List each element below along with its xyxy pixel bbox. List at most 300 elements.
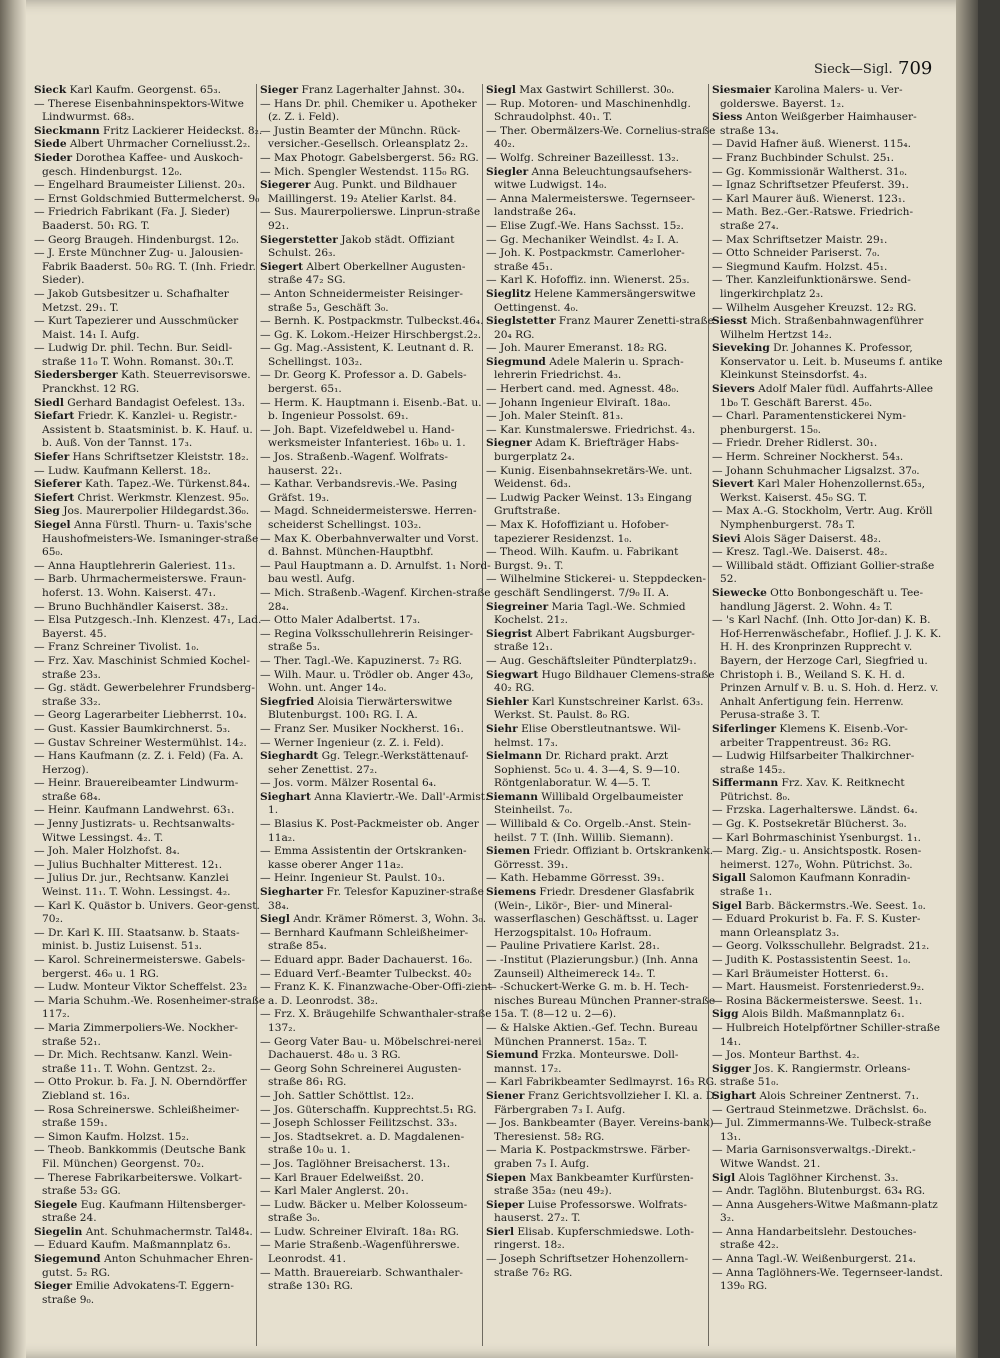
entry-text: — & Halske Aktien.-Gef. Techn. Bureau München Prannerst. 15a₂. T. [486, 1021, 698, 1048]
directory-entry [260, 845, 492, 872]
directory-entry [34, 859, 266, 873]
directory-entry [260, 954, 492, 968]
entry-text: — Ther. Kanzleifunktionärswe. Send-lingerkirchplatz 2₃. [712, 274, 911, 300]
entry-text: — Karl Fabrikbeamter Sedlmayrst. 16₃ RG. [486, 1076, 718, 1089]
entry-surname: Siewecke [712, 586, 767, 599]
directory-entry [712, 995, 944, 1009]
directory-entry [712, 451, 944, 465]
entry-text: Otto Bonbongeschäft u. Tee-handlung Jägerst. 2. Wohn. 4₂ T. [720, 586, 924, 613]
entry-text: — Barb. Uhrmachermeisterswe. Fraun-hoferst. 13. Wohn. Kaiserst. 47₁. [34, 573, 247, 599]
directory-entry [34, 737, 266, 751]
directory-entry [34, 478, 266, 492]
directory-entry [486, 845, 718, 872]
entry-text: Klemens K. Eisenb.-Vor-arbeiter Trappentreust. 36₂ RG. [720, 722, 908, 749]
directory-entry [260, 261, 492, 288]
entry-surname: Siefert [34, 491, 75, 504]
directory-entry [260, 669, 492, 696]
entry-text: — Engelhard Braumeister Lilienst. 20₃. [34, 179, 246, 192]
directory-entry [260, 369, 492, 396]
entry-text: — Eduard appr. Bader Dachauerst. 16₀. [260, 954, 473, 966]
directory-entry [712, 315, 944, 342]
entry-text: — Anna Malermeisterswe. Tegernseer-landstraße 26₄. [486, 192, 696, 219]
directory-entry [260, 1185, 492, 1199]
directory-entry [34, 777, 266, 804]
directory-entry [260, 791, 492, 818]
directory-column-3 [486, 84, 718, 1344]
entry-text: Jos. Maurerpolier Hildegardst.36₀. [59, 505, 250, 518]
directory-entry [712, 342, 944, 383]
entry-text: — Anna Tagl.-W. Weißenburgerst. 21₄. [712, 1253, 916, 1266]
directory-entry [486, 1076, 718, 1090]
entry-surname: Siegwart [486, 668, 539, 681]
entry-text: — Ludw. Monteur Viktor Scheffelst. 23₂ [34, 981, 247, 994]
directory-entry [486, 519, 718, 546]
entry-text: — Max K. Hofoffiziant u. Hofober-tapezierer Residenzst. 1₀. [486, 519, 669, 545]
directory-entry [260, 723, 492, 737]
entry-surname: Sieghardt [260, 750, 319, 763]
entry-text: — Friedr. Dreher Ridlerst. 30₁. [712, 437, 878, 450]
entry-surname: Siegel [34, 519, 71, 531]
entry-text: — Max Schriftsetzer Maistr. 29₁. [712, 233, 888, 246]
entry-text: — Wolfg. Schreiner Bazeillesst. 13₂. [486, 151, 679, 164]
entry-text: — Max A.-G. Stockholm, Vertr. Aug. Kröll Nymphenburgerst. 78₃ T. [712, 505, 933, 531]
entry-surname: Siferlinger [712, 722, 777, 735]
entry-surname: Siehler [486, 695, 529, 708]
entry-text: — Eduard Prokurist b. Fa. F. S. Kuster-mann Orleansplatz 3₃. [712, 913, 921, 939]
entry-text: — Friedrich Fabrikant (Fa. J. Sieder) Baaderst. 50₁ RG. T. [34, 206, 230, 232]
entry-text: — Mich. Straßenb.-Wagenf. Kirchen-straße 28₄. [260, 586, 491, 613]
entry-surname: Siemen [486, 845, 531, 858]
directory-entry [34, 1172, 266, 1199]
entry-text: — Aug. Geschäftsleiter Pündterplatz9₁. [486, 654, 697, 667]
entry-text: — Emma Assistentin der Ortskranken-kasse oberer Anger 11a₂. [260, 845, 467, 871]
directory-entry [486, 750, 718, 791]
directory-entry [260, 818, 492, 845]
directory-entry [486, 1022, 718, 1049]
directory-entry [260, 451, 492, 478]
directory-entry [34, 573, 266, 600]
directory-entry [260, 1036, 492, 1063]
directory-entry [486, 288, 718, 315]
entry-surname: Siegharter [260, 886, 324, 899]
directory-column-2 [260, 84, 492, 1344]
directory-entry [260, 614, 492, 628]
directory-entry [712, 1199, 944, 1226]
entry-surname: Sieck [34, 84, 67, 96]
directory-entry [260, 478, 492, 505]
entry-surname: Siedersberger [34, 369, 118, 382]
directory-entry [486, 655, 718, 669]
directory-entry [486, 492, 718, 519]
directory-entry [260, 1063, 492, 1090]
entry-text: — Eduard Kaufm. Maßmannplatz 6₃. [34, 1239, 231, 1252]
directory-entry [712, 383, 944, 410]
directory-entry [34, 397, 266, 411]
directory-entry [712, 1226, 944, 1253]
directory-entry [34, 492, 266, 506]
directory-entry [34, 519, 266, 560]
entry-surname: Sigall [712, 872, 746, 885]
directory-entry [712, 274, 944, 301]
directory-entry [34, 451, 266, 465]
entry-surname: Sigel [712, 899, 742, 912]
entry-surname: Siegreiner [486, 600, 549, 613]
entry-text: Barb. Bäckermstrs.-We. Seest. 1₀. [741, 899, 926, 912]
directory-entry [34, 315, 266, 342]
entry-text: Salomon Kaufmann Konradin-straße 1₁. [720, 872, 911, 899]
entry-text: — Math. Bez.-Ger.-Ratswe. Friedrich-straße 27₄. [712, 206, 914, 232]
entry-text: — Matth. Brauereiarb. Schwanthaler-straße 130₁ RG. [260, 1266, 463, 1293]
entry-surname: Siedl [34, 396, 64, 409]
entry-surname: Siemens [486, 886, 537, 899]
entry-text: — Wilhelmine Stickerei- u. Steppdecken-geschäft Sendlingerst. 7/9₀ II. A. [486, 573, 706, 599]
entry-text: — Julius Dr. jur., Rechtsanw. Kanzlei Weinst. 11₁. T. Wohn. Lessingst. 4₂. [34, 872, 231, 899]
directory-entry [712, 587, 944, 614]
directory-entry [34, 84, 266, 98]
entry-text: — Gg. städt. Gewerbelehrer Frundsberg-straße 33₂. [34, 682, 255, 708]
directory-entry [34, 709, 266, 723]
entry-text: — Bernh. K. Postpackmstr. Tulbeckst.46₄. [260, 315, 484, 328]
directory-entry [34, 342, 266, 369]
entry-text: Andr. Krämer Römerst. 3, Wohn. 3₀. [289, 913, 487, 926]
directory-entry [34, 1144, 266, 1171]
entry-text: Gerhard Bandagist Oefelest. 13₃. [63, 396, 245, 409]
directory-entry [486, 601, 718, 628]
entry-surname: Sievi [712, 532, 741, 545]
directory-entry [486, 383, 718, 397]
entry-text: — Frz. Xav. Maschinist Schmied Kochel-straße 23₃. [34, 654, 250, 681]
directory-entry [34, 125, 266, 139]
directory-entry [712, 410, 944, 437]
entry-text: — Kar. Kunstmalerswe. Friedrichst. 4₃. [486, 423, 696, 436]
directory-entry [712, 968, 944, 982]
entry-text: Anton Weißgerber Haimhauser-straße 13₄. [720, 111, 917, 137]
entry-text: Max Gastwirt Schillerst. 30₀. [515, 84, 675, 96]
entry-text: Kath. Tapez.-We. Türkenst.84₄. [81, 478, 251, 491]
entry-text: — Andr. Taglöhn. Blutenburgst. 63₄ RG. [712, 1185, 926, 1198]
entry-text: — 's Karl Nachf. (Inh. Otto Jor-dan) K. B. Hof-Herrenwäschefabr., Hoflief. J. J. K. K. H. H. des Kronprinzen Rupprecht v. Bayern, der Herzoge Carl, Siegfried u. Christoph i. B., Weiland S. K. H. d. Prinzen Arnulf v. B. u. S. Hoh. d. Herz. v. Anhalt Anfertigung fein. Herrenw. Perusa-straße 3. T. [712, 614, 942, 722]
entry-text: Adam K. Briefträger Habs-burgerplatz 2₄. [494, 437, 679, 464]
entry-surname: Sievers [712, 383, 755, 396]
entry-text: — Georg. Volksschullehr. Belgradst. 21₂. [712, 940, 930, 953]
directory-entry [34, 655, 266, 682]
directory-entry [712, 111, 944, 138]
entry-text: — Marie Straßenb.-Wagenführerswe. Leonrodst. 41. [260, 1239, 460, 1266]
directory-entry [712, 1117, 944, 1144]
entry-text: Fritz Lackierer Heideckst. 8₂. [99, 124, 263, 137]
directory-entry [260, 1172, 492, 1186]
directory-entry [486, 234, 718, 248]
entry-text: — Kresz. Tagl.-We. Daiserst. 48₂. [712, 546, 888, 559]
directory-entry [712, 302, 944, 316]
entry-text: Kath. Steuerrevisorswe. Pranckhst. 12 RG. [42, 369, 251, 396]
entry-text: — Willibald städt. Offiziant Gollier-straße 52. [712, 559, 935, 586]
entry-text: Albert Uhrmacher Corneliusst.2₂. [66, 138, 251, 151]
entry-text: — Joseph Schlosser Feilitzschst. 33₃. [260, 1117, 458, 1130]
directory-entry [712, 614, 944, 723]
directory-entry [486, 1049, 718, 1076]
directory-entry [260, 750, 492, 777]
entry-text: — Justin Beamter der Münchn. Rück-versicher.-Gesellsch. Orleansplatz 2₂. [260, 124, 469, 151]
directory-entry [712, 1172, 944, 1186]
entry-text: — Georg Sohn Schreinerei Augusten-straße 86₁ RG. [260, 1062, 462, 1089]
entry-text: — Wilhelm Ausgeher Kreuzst. 12₂ RG. [712, 301, 917, 314]
entry-text: — Blasius K. Post-Packmeister ob. Anger 11a₂. [260, 818, 479, 844]
directory-entry [712, 1267, 944, 1294]
directory-entry [34, 1022, 266, 1049]
directory-entry [34, 995, 266, 1022]
directory-entry [712, 152, 944, 166]
directory-entry [712, 981, 944, 995]
entry-text: — -Schuckert-Werke G. m. b. H. Tech-nisches Bureau München Pranner-straße 15a. T. (8—12 u. 2—6). [486, 981, 716, 1021]
directory-entry [34, 723, 266, 737]
directory-entry [34, 206, 266, 233]
entry-text: — Ludwig Dr. phil. Techn. Bur. Seidl-straße 11₀ T. Wohn. Romanst. 30₁.T. [34, 342, 234, 368]
entry-text: — Ludwig Packer Weinst. 13₃ Eingang Gruftstraße. [486, 491, 692, 518]
entry-text: — Jos. Güterschaffn. Kupprechtst.5₁ RG. [260, 1103, 477, 1116]
entry-surname: Siegmund [486, 355, 546, 368]
entry-text: — Dr. Mich. Rechtsanw. Kanzl. Wein-straße 11₁. T. Wohn. Gentzst. 2₂. [34, 1049, 233, 1075]
entry-text: — Johann Schuhmacher Ligsalzst. 37₀. [712, 464, 920, 477]
directory-entry [260, 342, 492, 369]
entry-surname: Sieferer [34, 478, 82, 491]
directory-entry [712, 1104, 944, 1118]
entry-text: — Hans Dr. phil. Chemiker u. Apotheker (z. Z. i. Feld). [260, 97, 477, 124]
entry-text: — Kurt Tapezierer und Ausschmücker Maist. 14₁ I. Aufg. [34, 315, 239, 341]
directory-entry [260, 737, 492, 751]
entry-surname: Siede [34, 138, 67, 151]
entry-text: — Frz. X. Bräugehilfe Schwanthaler-straße 137₂. [260, 1008, 492, 1034]
page-header [800, 58, 950, 80]
directory-entry [486, 872, 718, 886]
directory-entry [712, 1253, 944, 1267]
entry-text: — Anna Handarbeitslehr. Destouches-straße 42₂. [712, 1225, 917, 1252]
directory-entry [486, 940, 718, 954]
entry-text: — Ludwig Hilfsarbeiter Thalkirchner-straße 145₂. [712, 750, 915, 776]
entry-text: — Karl K. Quästor b. Univers. Geor-genst. 70₂. [34, 899, 260, 926]
entry-text: — Anton Schneidermeister Reisinger-straße 5₃, Geschäft 3₀. [260, 287, 463, 314]
entry-text: Jos. K. Rangiermstr. Orleans-straße 51₀. [720, 1062, 911, 1089]
entry-text: — Gg. K. Lokom.-Heizer Hirschbergst.2₂. [260, 328, 482, 341]
entry-text: Maria Tagl.-We. Schmied Kochelst. 21₂. [494, 600, 686, 627]
entry-text: — Ernst Goldschmied Buttermelcherst. 9₀ [34, 192, 260, 205]
entry-surname: Sieder [34, 151, 73, 164]
directory-entry [34, 981, 266, 995]
entry-text: — Joh. Maler Steinſt. 81₃. [486, 410, 624, 423]
directory-entry [34, 193, 266, 207]
entry-text: — Anna Hauptlehrerin Galeriest. 11₃. [34, 559, 236, 572]
directory-entry [34, 247, 266, 288]
entry-text: — Anna Taglöhners-We. Tegernseer-landst. 139₀ RG. [712, 1266, 943, 1293]
entry-text: Helene Kammersängerswitwe Oettingenst. 4₀. [494, 287, 696, 314]
directory-entry [712, 505, 944, 532]
directory-entry [34, 138, 266, 152]
directory-entry [486, 696, 718, 723]
entry-text: Gg. Telegr.-Werkstättenauf-seher Zenettist. 27₂. [268, 750, 469, 776]
directory-entry [486, 125, 718, 152]
entry-text: Friedr. Offiziant b. Ortskrankenk. Görresst. 39₁. [494, 845, 714, 871]
directory-entry [260, 329, 492, 343]
entry-text: Karl Kaufm. Georgenst. 65₃. [66, 84, 221, 96]
directory-entry [712, 193, 944, 207]
entry-text: — Georg Lagerarbeiter Liebherrst. 10₄. [34, 709, 247, 722]
entry-text: — Eduard Verf.-Beamter Tulbeckst. 40₂ [260, 967, 472, 980]
directory-entry [712, 1008, 944, 1022]
directory-entry [34, 954, 266, 981]
directory-column-1 [34, 84, 266, 1344]
binding-gutter-left [0, 0, 26, 1358]
directory-entry [34, 818, 266, 845]
directory-entry [260, 927, 492, 954]
directory-entry [486, 220, 718, 234]
entry-text: Luise Professorswe. Wolfrats-hauserst. 27₂. T. [494, 1198, 687, 1225]
directory-entry [260, 166, 492, 180]
directory-entry [260, 179, 492, 206]
entry-text: — Ludw. Kaufmann Kellerst. 18₂. [34, 464, 212, 477]
entry-text: — -Institut (Plazierungsbur.) (Inh. Anna Zaunseil) Altheimereck 14₂. T. [486, 954, 699, 980]
directory-entry [486, 274, 718, 288]
directory-entry [486, 315, 718, 342]
directory-entry [260, 968, 492, 982]
entry-text: — Franz K. K. Finanzwache-Ober-Offi-zient a. D. Leonrodst. 38₂. [260, 981, 492, 1007]
entry-text: — Pauline Privatiere Karlst. 28₁. [486, 940, 660, 953]
entry-text: — Otto Maler Adalbertst. 17₃. [260, 614, 421, 627]
directory-entry [712, 804, 944, 818]
directory-entry [260, 886, 492, 913]
directory-entry [260, 533, 492, 560]
entry-text: Mich. Straßenbahnwagenführer Wilhelm Hertzst 14₂. [720, 315, 924, 341]
entry-text: — Heinr. Brauereibeamter Lindwurm-straße 68₄. [34, 777, 239, 803]
directory-entry [260, 872, 492, 886]
directory-entry [260, 84, 492, 98]
entry-text: — Georg Braugeh. Hindenburgst. 12₀. [34, 233, 240, 246]
entry-text: Hans Schriftsetzer Kleiststr. 18₂. [69, 451, 249, 464]
entry-text: Alois Taglöhner Kirchenst. 3₃. [735, 1171, 899, 1184]
entry-text: — Rup. Motoren- und Maschinenhdlg. Schraudolphst. 40₁. T. [486, 97, 691, 124]
entry-text: — Rosa Schreinerswe. Schleißheimer-straße 159₁. [34, 1103, 240, 1130]
entry-surname: Siegemund [34, 1253, 101, 1266]
entry-surname: Sigg [712, 1008, 739, 1021]
entry-text: Willibald Orgelbaumeister Steinheilst. 7₀. [494, 790, 684, 817]
entry-text: — Bernhard Kaufmann Schleißheimer-straße 85₄. [260, 926, 469, 953]
entry-text: — Karl Bohrmaschinist Ysenburgst. 1₁. [712, 831, 922, 844]
directory-entry [260, 696, 492, 723]
entry-text: — Karl Brauer Edelweißst. 20. [260, 1171, 424, 1184]
entry-surname: Siegerer [260, 179, 311, 192]
entry-text: Fr. Telesfor Kapuziner-straße 38₄. [268, 886, 484, 912]
directory-entry [712, 546, 944, 560]
directory-entry [486, 981, 718, 1022]
directory-entry [260, 587, 492, 614]
entry-text: Jakob städt. Offiziant Schulst. 26₃. [268, 233, 455, 260]
directory-entry [34, 152, 266, 179]
directory-entry [712, 206, 944, 233]
entry-text: — Herm. K. Hauptmann i. Eisenb.-Bat. u. b. Ingenieur Possolst. 69₁. [260, 396, 482, 423]
entry-text: Eug. Kaufmann Hiltensberger-straße 24. [42, 1198, 246, 1225]
entry-text: — Bruno Buchhändler Kaiserst. 38₂. [34, 600, 229, 613]
directory-entry [712, 1090, 944, 1104]
entry-text: — Jos. Straßenb.-Wagenf. Wolfrats-hauserst. 22₁. [260, 451, 448, 477]
directory-entry [260, 315, 492, 329]
entry-text: — Simon Kaufm. Holzst. 15₂. [34, 1130, 190, 1143]
directory-entry [712, 84, 944, 111]
directory-entry [260, 560, 492, 587]
directory-entry [712, 560, 944, 587]
directory-entry [34, 750, 266, 777]
directory-entry [486, 1253, 718, 1280]
entry-text: Anna Beleuchtungsaufsehers-witwe Ludwigst. 14₀. [494, 165, 692, 192]
directory-column-4 [712, 84, 944, 1344]
directory-entry [712, 832, 944, 846]
entry-text: Frzka. Monteurswe. Doll-mannst. 17₂. [494, 1049, 679, 1075]
directory-entry [712, 247, 944, 261]
entry-text: — Jos. Bankbeamter (Bayer. Vereins-bank) Theresienst. 58₂ RG. [486, 1117, 714, 1143]
entry-text: — Charl. Paramentenstickerei Nym-phenburgerst. 15₀. [712, 410, 906, 436]
entry-text: Frz. Xav. K. Reitknecht Pütrichst. 8₀. [720, 777, 905, 803]
entry-text: — Franz Buchbinder Schulst. 25₁. [712, 151, 895, 164]
entry-text: — Regina Volksschullehrerin Reisinger-straße 5₃. [260, 627, 474, 654]
directory-entry [486, 397, 718, 411]
entry-text: Karl Maler Hohenzollernst.65₃, Werkst. Kaiserst. 45₀ SG. T. [720, 478, 926, 504]
entry-text: — Julius Buchhalter Mitterest. 12₁. [34, 858, 223, 871]
entry-surname: Siegl [486, 84, 516, 96]
directory-entry [34, 1239, 266, 1253]
entry-text: — Gust. Kassier Baumkirchnerst. 5₃. [34, 722, 231, 735]
directory-entry [34, 1253, 266, 1280]
entry-surname: Sigl [712, 1171, 736, 1184]
directory-entry [486, 1117, 718, 1144]
directory-entry [34, 465, 266, 479]
entry-text: — Elise Zugf.-We. Hans Sachsst. 15₂. [486, 219, 684, 232]
directory-entry [486, 954, 718, 981]
entry-text: — Werner Ingenieur (z. Z. i. Feld). [260, 736, 444, 749]
entry-surname: Sieglitz [486, 287, 531, 300]
entry-text: Dr. Richard prakt. Arzt Sophienst. 5c₀ u. 4. 3—4, S. 9—10. Röntgenlaboratur. W. 4—5. T. [494, 750, 681, 790]
entry-text: Adele Malerin u. Sprach-lehrerin Friedrichst. 4₃. [494, 355, 684, 382]
directory-entry [34, 641, 266, 655]
directory-entry [260, 913, 492, 927]
entry-text: — Jos. vorm. Mälzer Rosental 6₄. [260, 777, 437, 790]
directory-entry [712, 1185, 944, 1199]
entry-text: — Theod. Wilh. Kaufm. u. Fabrikant Burgst. 9₁. T. [486, 546, 679, 572]
directory-entry [34, 234, 266, 248]
entry-text: — Mich. Spengler Westendst. 115₀ RG. [260, 165, 470, 178]
directory-entry [260, 1199, 492, 1226]
entry-surname: Siener [486, 1089, 525, 1102]
directory-entry [712, 166, 944, 180]
directory-entry [486, 818, 718, 845]
directory-entry [34, 900, 266, 927]
entry-text: Karl Kunstschreiner Karlst. 63₃. Werkst. St. Paulst. 8₀ RG. [494, 695, 704, 722]
directory-entry [712, 437, 944, 451]
entry-text: — Herm. Schreiner Nockherst. 54₃. [712, 451, 904, 464]
entry-surname: Sieger [34, 1280, 73, 1293]
directory-entry [34, 872, 266, 899]
entry-text: — Gg. K. Postsekretär Blücherst. 3₀. [712, 818, 907, 831]
entry-text: Ant. Schuhmachermstr. Tal48₄. [82, 1225, 253, 1238]
directory-entry [260, 505, 492, 532]
directory-entry [486, 886, 718, 940]
entry-text: — Anna Ausgehers-Witwe Maßmann-platz 3₂. [712, 1198, 938, 1225]
directory-entry [486, 1172, 718, 1199]
entry-text: — Georg Vater Bau- u. Möbelschrei-nerei Dachauerst. 48₀ u. 3 RG. [260, 1035, 482, 1062]
entry-text: Hugo Bildhauer Clemens-straße 40₂ RG. [494, 668, 715, 695]
entry-text: — Marg. Zig.- u. Ansichtspostk. Rosen-heimerst. 127₀, Wohn. Pütrichst. 3₀. [712, 845, 922, 871]
directory-entry [34, 1076, 266, 1103]
entry-text: — Joseph Schriftsetzer Hohenzollern-straße 76₂ RG. [486, 1253, 689, 1279]
entry-text: — Rosina Bäckermeisterswe. Seest. 1₁. [712, 994, 923, 1007]
entry-text: — Heinr. Ingenieur St. Paulst. 10₃. [260, 872, 446, 885]
